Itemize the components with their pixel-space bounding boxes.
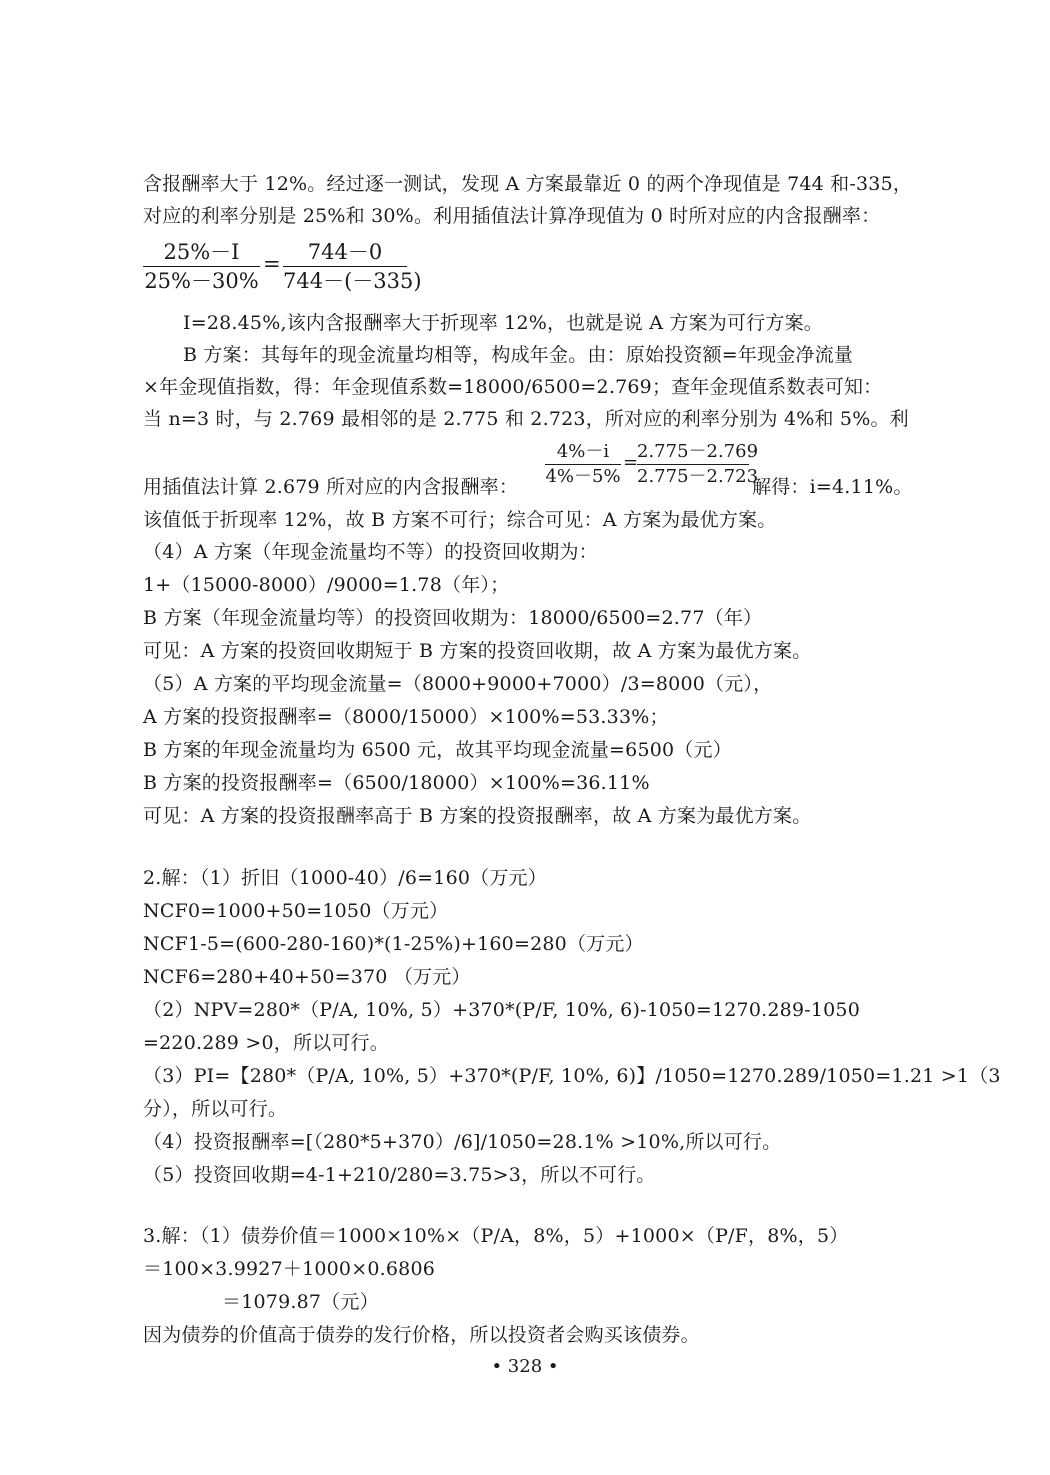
formula-2-right-numerator: 2.775－2.769 <box>637 441 759 462</box>
text-line: （4）A 方案（年现金流量均不等）的投资回收期为： <box>143 541 598 563</box>
text-line: 解得：i=4.11%。 <box>752 476 913 498</box>
formula-1-left-numerator: 25%－I <box>163 240 240 264</box>
text-line: ×年金现值指数，得：年金现值系数=18000/6500=2.769；查年金现值系数表可知： <box>143 376 883 398</box>
text-line: NCF6=280+40+50=370 （万元） <box>143 966 471 988</box>
text-line: 用插值法计算 2.679 所对应的内含报酬率： <box>143 476 519 498</box>
formula-2-right-denominator: 2.775－2.723 <box>637 466 759 487</box>
formula-1-left-fraction <box>143 238 260 295</box>
text-line: 可见：A 方案的投资报酬率高于 B 方案的投资报酬率，故 A 方案为最优方案。 <box>143 805 812 827</box>
text-line: B 方案的年现金流量均为 6500 元，故其平均现金流量=6500（元） <box>143 739 732 761</box>
text-line: NCF1-5=(600-280-160)*(1-25%)+160=280（万元） <box>143 933 644 955</box>
text-line: B 方案的投资报酬率=（6500/18000）×100%=36.11% <box>143 772 650 794</box>
text-line: NCF0=1000+50=1050（万元） <box>143 900 449 922</box>
text-line: A 方案的投资报酬率=（8000/15000）×100%=53.33%； <box>143 706 669 728</box>
text-line: 可见：A 方案的投资回收期短于 B 方案的投资回收期，故 A 方案为最优方案。 <box>143 640 812 662</box>
formula-1-right-fraction <box>283 238 422 295</box>
text-line: 3.解：（1）债券价值＝1000×10%×（P/A，8%，5）+1000×（P/F，8%，5） <box>143 1225 849 1247</box>
text-line: （3）PI=【280*（P/A, 10%, 5）+370*(P/F, 10%, 6)】/1050=1270.289/1050=1.21 >1（3 <box>143 1065 1001 1087</box>
text-line: 对应的利率分别是 25%和 30%。利用插值法计算净现值为 0 时所对应的内含报酬率： <box>143 205 881 227</box>
text-line: 含报酬率大于 12%。经过逐一测试，发现 A 方案最靠近 0 的两个净现值是 744 和-335， <box>143 173 913 195</box>
formula-1-left-denominator: 25%－30% <box>144 269 259 293</box>
page-number: • 328 • <box>491 1356 559 1377</box>
formula-2-equals: = <box>623 452 639 473</box>
text-line: （2）NPV=280*（P/A, 10%, 5）+370*(P/F, 10%, 6)-1050=1270.289-1050 <box>143 999 861 1021</box>
text-line: 该值低于折现率 12%，故 B 方案不可行；综合可见：A 方案为最优方案。 <box>143 509 777 531</box>
formula-2-left-numerator: 4%－i <box>556 441 610 462</box>
text-line: =220.289 >0，所以可行。 <box>143 1032 389 1054</box>
text-line: I=28.45%,该内含报酬率大于折现率 12%，也就是说 A 方案为可行方案。 <box>183 312 823 334</box>
text-line: （5）投资回收期=4-1+210/280=3.75>3，所以不可行。 <box>143 1164 656 1186</box>
text-line: B 方案（年现金流量均等）的投资回收期为：18000/6500=2.77（年） <box>143 607 763 629</box>
formula-1-right-denominator: 744－(－335) <box>283 269 422 293</box>
text-line: 1+（15000-8000）/9000=1.78（年）； <box>143 574 510 596</box>
formula-1-equals: = <box>263 252 281 276</box>
text-line: B 方案：其每年的现金流量均相等，构成年金。由：原始投资额=年现金净流量 <box>183 344 854 366</box>
text-line: 2.解：（1）折旧（1000-40）/6=160（万元） <box>143 867 547 889</box>
text-line: （4）投资报酬率=[（280*5+370）/6]/1050=28.1% >10%,所以可行。 <box>143 1131 782 1153</box>
formula-2-left-denominator: 4%－5% <box>545 466 621 487</box>
formula-1-right-numerator: 744－0 <box>307 240 383 264</box>
text-line: 因为债券的价值高于债券的发行价格，所以投资者会购买该债券。 <box>143 1324 700 1346</box>
text-line: 分），所以可行。 <box>143 1098 288 1120</box>
formula-2-left-fraction <box>545 440 621 489</box>
text-line: ＝100×3.9927＋1000×0.6806 <box>143 1258 436 1280</box>
text-line: （5）A 方案的平均现金流量=（8000+9000+7000）/3=8000（元）， <box>143 673 773 695</box>
formula-2-right-fraction <box>637 440 759 489</box>
text-line: ＝1079.87（元） <box>222 1291 379 1313</box>
text-line: 当 n=3 时，与 2.769 最相邻的是 2.775 和 2.723，所对应的利率分别为 4%和 5%。利 <box>143 408 909 430</box>
